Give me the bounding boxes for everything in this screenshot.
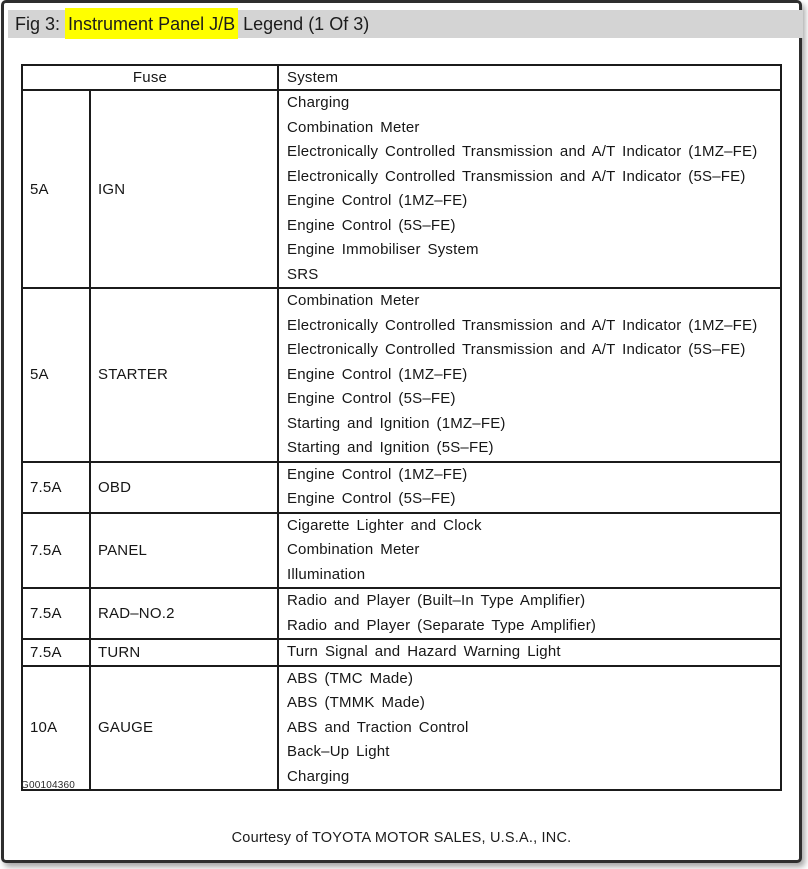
system-list-cell — [278, 513, 781, 589]
system-item: Charging — [287, 767, 350, 785]
figure-title-suffix: Legend (1 Of 3) — [238, 14, 370, 34]
figure-title-bar — [8, 10, 803, 38]
fuse-rating-cell: 7.5A — [22, 462, 90, 513]
system-item: Turn Signal and Hazard Warning Light — [287, 643, 561, 660]
table-row — [22, 288, 781, 462]
fuse-name-cell: IGN — [90, 90, 278, 288]
system-list-cell — [278, 666, 781, 791]
column-header-system: System — [278, 65, 781, 90]
system-list-cell — [278, 462, 781, 513]
system-item: Engine Immobiliser System — [287, 241, 479, 258]
fuse-rating-cell: 7.5A — [22, 639, 90, 666]
figure-id: G00104360 — [21, 780, 76, 791]
system-item: ABS (TMMK Made) — [287, 694, 426, 711]
system-item: Combination Meter — [287, 292, 420, 309]
table-header-row — [22, 65, 781, 90]
table-row — [22, 462, 781, 513]
system-item: Engine Control (5S–FE) — [287, 216, 456, 234]
system-list-cell — [278, 588, 781, 639]
system-item: Back–Up Light — [287, 743, 390, 760]
system-item: Engine Control (1MZ–FE) — [287, 192, 468, 209]
fuse-name-cell: RAD–NO.2 — [90, 588, 278, 639]
system-item: Charging — [287, 94, 350, 111]
system-item: Radio and Player (Separate Type Amplifier) — [287, 616, 597, 634]
system-item: Illumination — [287, 565, 366, 583]
fuse-name-cell: GAUGE — [90, 666, 278, 791]
system-item: SRS — [287, 265, 319, 283]
fuse-legend-table — [21, 64, 782, 791]
table-row — [22, 90, 781, 288]
column-header-fuse: Fuse — [22, 65, 278, 90]
system-item: Engine Control (5S–FE) — [287, 490, 456, 507]
system-list-cell — [278, 90, 781, 288]
fuse-rating-cell: 10A — [22, 666, 90, 791]
system-item: Combination Meter — [287, 118, 420, 136]
system-item: ABS and Traction Control — [287, 718, 469, 736]
fuse-name-cell: OBD — [90, 462, 278, 513]
system-item: Electronically Controlled Transmission and A/T Indicator (5S–FE) — [287, 167, 746, 185]
figure-title-highlighted-text: Instrument Panel J/B — [65, 8, 238, 39]
fuse-rating-cell: 5A — [22, 90, 90, 288]
fuse-rating-cell: 5A — [22, 288, 90, 462]
table-row — [22, 588, 781, 639]
system-item: Combination Meter — [287, 541, 420, 558]
fuse-name-cell: STARTER — [90, 288, 278, 462]
courtesy-line: Courtesy of TOYOTA MOTOR SALES, U.S.A., INC. — [231, 830, 572, 846]
fuse-name-cell: TURN — [90, 639, 278, 666]
fuse-name-cell: PANEL — [90, 513, 278, 589]
system-list-cell — [278, 639, 781, 666]
system-item: Starting and Ignition (1MZ–FE) — [287, 414, 506, 432]
fuse-rating-cell: 7.5A — [22, 513, 90, 589]
table-row — [22, 666, 781, 791]
figure-title-prefix: Fig 3: — [15, 14, 66, 34]
manual-page — [1, 0, 802, 863]
system-item: Engine Control (5S–FE) — [287, 390, 456, 407]
system-item: Radio and Player (Built–In Type Amplifier) — [287, 592, 586, 609]
system-item: Electronically Controlled Transmission and A/T Indicator (5S–FE) — [287, 341, 746, 358]
table-row — [22, 513, 781, 589]
system-item: Engine Control (1MZ–FE) — [287, 465, 468, 483]
system-item: Electronically Controlled Transmission and A/T Indicator (1MZ–FE) — [287, 143, 758, 160]
system-item: Starting and Ignition (5S–FE) — [287, 439, 494, 456]
system-item: ABS (TMC Made) — [287, 669, 414, 687]
fuse-rating-cell: 7.5A — [22, 588, 90, 639]
system-item: Engine Control (1MZ–FE) — [287, 365, 468, 383]
system-item: Electronically Controlled Transmission and A/T Indicator (1MZ–FE) — [287, 316, 758, 334]
system-item: Cigarette Lighter and Clock — [287, 516, 482, 534]
system-list-cell — [278, 288, 781, 462]
table-row — [22, 639, 781, 666]
